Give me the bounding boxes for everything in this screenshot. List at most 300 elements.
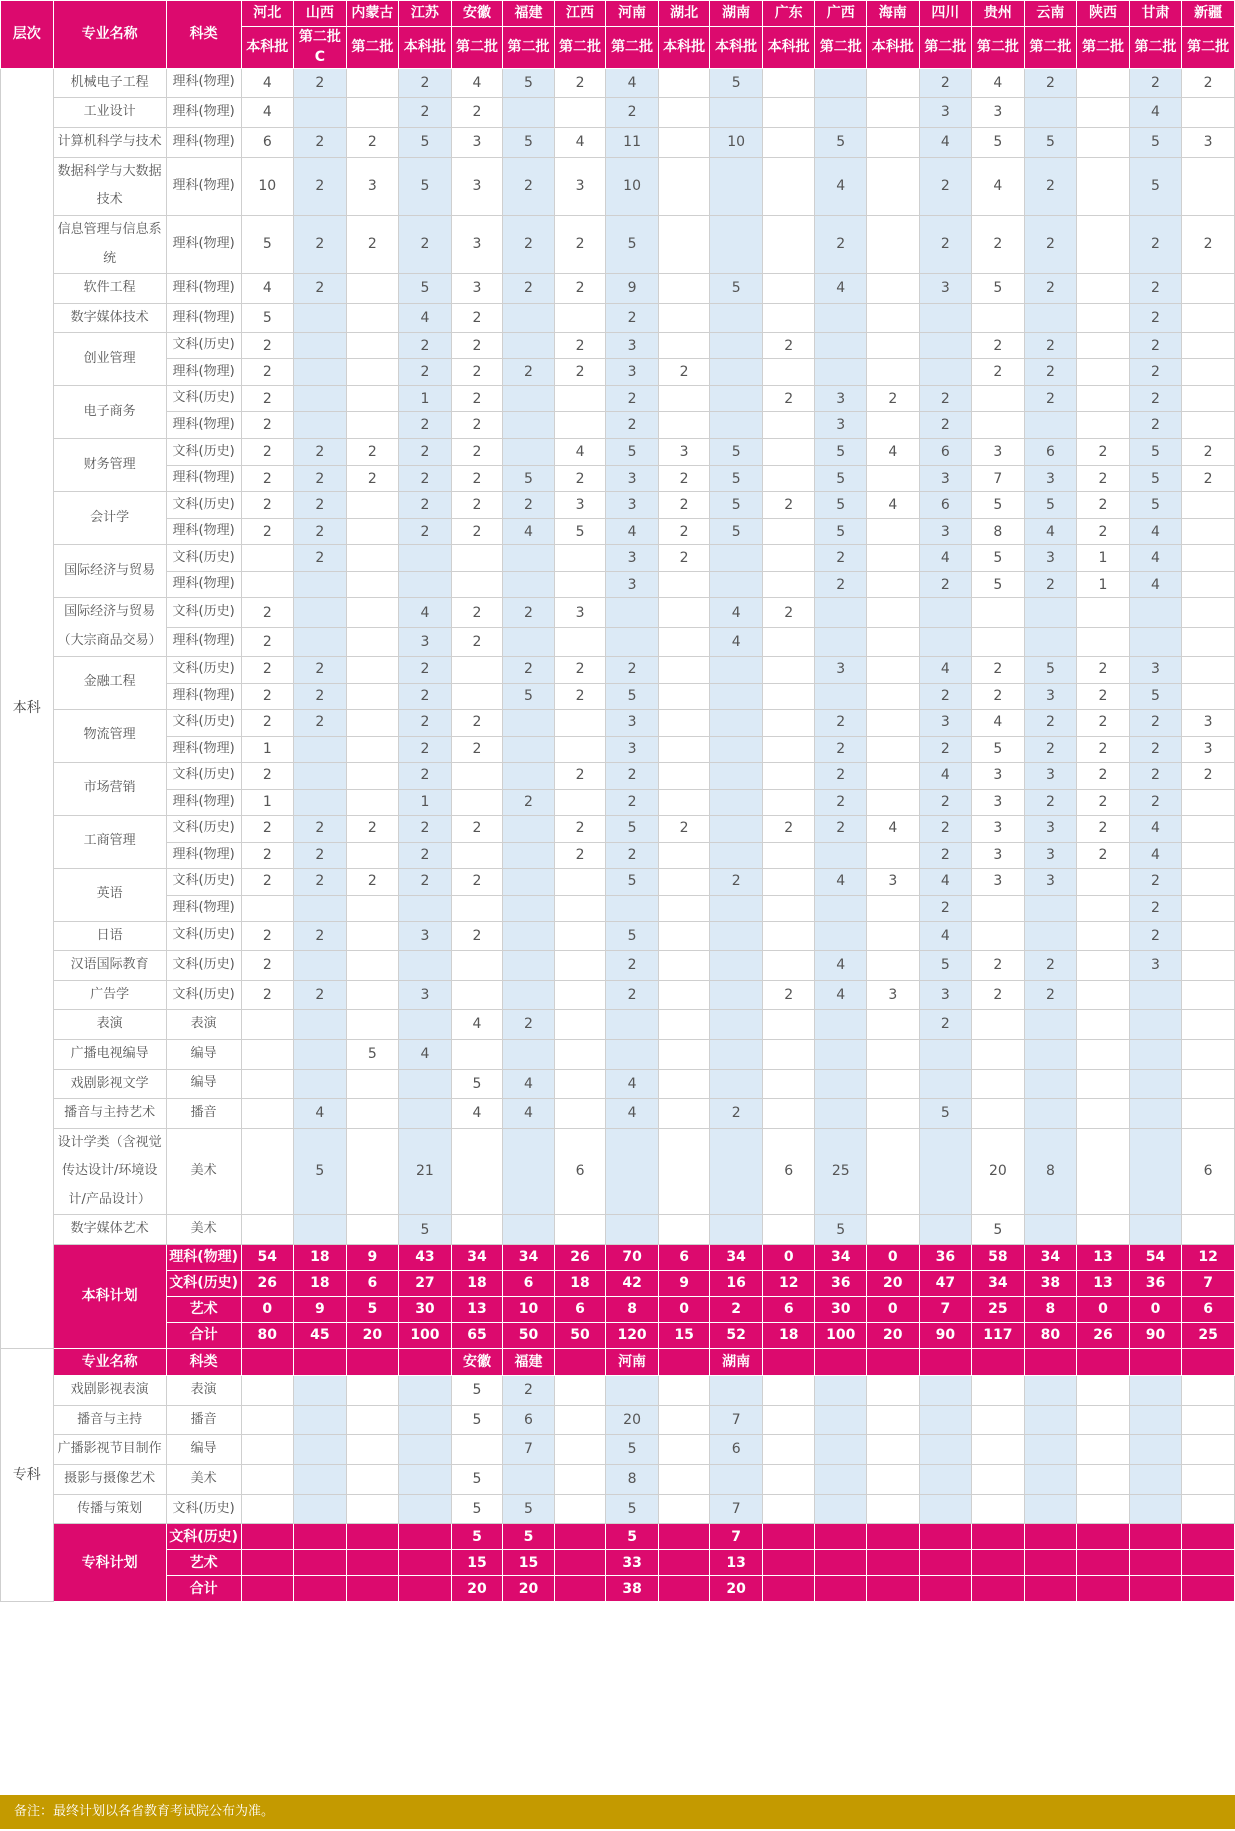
value-cell [815,1069,867,1099]
plan-value: 10 [503,1297,555,1323]
value-cell: 2 [1077,736,1130,762]
table-row [1,789,1235,815]
value-cell [294,1494,347,1524]
value-cell: 2 [294,656,347,683]
value-cell: 3 [972,868,1025,895]
value-cell: 2 [399,519,452,545]
value-cell [554,303,606,333]
value-cell: 2 [1182,215,1235,273]
value-cell: 5 [399,157,452,215]
value-cell [658,1435,710,1465]
value-cell: 2 [294,709,347,736]
value-cell: 2 [241,412,294,439]
value-cell: 2 [241,359,294,386]
value-cell: 3 [1024,842,1077,868]
value-cell [867,1215,920,1245]
value-cell [762,412,815,439]
plan-value: 9 [294,1297,347,1323]
value-cell: 2 [1129,386,1182,412]
value-cell [919,1039,972,1069]
value-cell [1182,303,1235,333]
plan-value: 54 [1129,1245,1182,1271]
plan-value: 9 [658,1271,710,1297]
plan-value: 20 [867,1271,920,1297]
value-cell: 5 [972,492,1025,519]
value-cell [346,274,399,304]
value-cell [919,333,972,359]
value-cell [1024,1435,1077,1465]
value-cell [1129,1215,1182,1245]
table-row [1,68,1235,98]
value-cell [867,1435,920,1465]
value-cell [658,215,710,273]
value-cell [451,789,503,815]
value-cell [710,895,763,921]
value-cell [451,842,503,868]
junior-province-header [399,1349,452,1376]
value-cell [762,98,815,128]
value-cell [867,274,920,304]
batch-header: 第二批 [346,27,399,69]
major-name: 表演 [53,1010,166,1040]
junior-province-header [294,1349,347,1376]
value-cell [503,980,555,1010]
value-cell: 6 [919,492,972,519]
value-cell [867,1069,920,1099]
province-header: 新疆 [1182,1,1235,27]
value-cell: 3 [451,157,503,215]
value-cell [919,1128,972,1215]
junior-plan-value [919,1524,972,1550]
value-cell: 5 [815,1215,867,1245]
table-row [1,1245,1235,1271]
value-cell [241,1069,294,1099]
value-cell [1182,1464,1235,1494]
value-cell: 2 [554,274,606,304]
value-cell [241,1464,294,1494]
value-cell [1129,1069,1182,1099]
province-header: 广东 [762,1,815,27]
value-cell [1077,157,1130,215]
value-cell: 4 [710,598,763,628]
value-cell: 2 [1129,412,1182,439]
value-cell: 2 [399,333,452,359]
province-header: 四川 [919,1,972,27]
plan-value: 6 [658,1245,710,1271]
value-cell [710,789,763,815]
value-cell: 2 [919,736,972,762]
value-cell [399,1069,452,1099]
value-cell [1077,274,1130,304]
value-cell: 5 [1129,466,1182,492]
value-cell: 2 [241,921,294,951]
value-cell [710,1069,763,1099]
value-cell [658,627,710,656]
value-cell [346,842,399,868]
value-cell: 2 [919,157,972,215]
value-cell [867,127,920,157]
value-cell: 2 [1024,359,1077,386]
value-cell [762,683,815,709]
value-cell: 2 [762,815,815,842]
junior-province-header: 河南 [606,1349,659,1376]
value-cell: 2 [1024,789,1077,815]
value-cell [346,519,399,545]
value-cell: 3 [606,359,659,386]
category-cell: 文科(历史) [166,980,241,1010]
value-cell [399,1405,452,1435]
value-cell [1129,627,1182,656]
table-row [1,127,1235,157]
junior-plan-value [1077,1550,1130,1576]
value-cell: 2 [503,359,555,386]
value-cell [1077,1494,1130,1524]
value-cell [867,895,920,921]
value-cell: 3 [451,274,503,304]
value-cell [972,412,1025,439]
province-header: 云南 [1024,1,1077,27]
value-cell [710,303,763,333]
value-cell [762,951,815,981]
junior-plan-value: 20 [710,1576,763,1602]
value-cell: 4 [399,1039,452,1069]
value-cell: 2 [919,842,972,868]
value-cell: 5 [606,868,659,895]
value-cell [294,895,347,921]
value-cell [815,895,867,921]
province-header: 陕西 [1077,1,1130,27]
value-cell [294,1069,347,1099]
value-cell [762,921,815,951]
province-header: 湖北 [658,1,710,27]
value-cell: 3 [972,762,1025,789]
value-cell [919,1215,972,1245]
value-cell [451,683,503,709]
province-header: 贵州 [972,1,1025,27]
value-cell: 2 [399,815,452,842]
value-cell: 5 [972,274,1025,304]
value-cell: 3 [815,412,867,439]
plan-value: 7 [1182,1271,1235,1297]
value-cell [658,572,710,598]
batch-header: 第二批 [1182,27,1235,69]
value-cell [1077,627,1130,656]
value-cell [1129,980,1182,1010]
value-cell: 2 [451,815,503,842]
level-header: 层次 [1,1,54,69]
value-cell [1129,598,1182,628]
value-cell [658,1464,710,1494]
major-name: 软件工程 [53,274,166,304]
batch-header: 第二批 [815,27,867,69]
value-cell: 2 [606,842,659,868]
table-row [1,627,1235,656]
value-cell [762,1215,815,1245]
value-cell: 3 [606,736,659,762]
junior-plan-value [399,1576,452,1602]
value-cell: 5 [1129,683,1182,709]
junior-plan-value [919,1550,972,1576]
table-row [1,815,1235,842]
value-cell [919,1069,972,1099]
table-row [1,157,1235,215]
junior-plan-value: 20 [503,1576,555,1602]
value-cell [658,303,710,333]
category-cell: 文科(历史) [166,386,241,412]
value-cell [399,1099,452,1129]
value-cell: 2 [606,412,659,439]
value-cell [867,157,920,215]
value-cell [606,1010,659,1040]
value-cell: 10 [710,127,763,157]
value-cell: 3 [919,519,972,545]
value-cell [346,1099,399,1129]
value-cell: 2 [451,736,503,762]
value-cell: 2 [1024,215,1077,273]
value-cell: 5 [241,303,294,333]
value-cell [762,466,815,492]
junior-plan-value [346,1524,399,1550]
value-cell [815,921,867,951]
province-header: 甘肃 [1129,1,1182,27]
value-cell: 3 [399,627,452,656]
value-cell: 2 [241,980,294,1010]
value-cell: 2 [658,466,710,492]
plan-value: 34 [972,1271,1025,1297]
value-cell: 4 [972,68,1025,98]
value-cell [1077,386,1130,412]
junior-plan-value [972,1576,1025,1602]
value-cell [972,1010,1025,1040]
plan-value: 6 [503,1271,555,1297]
table-row [1,895,1235,921]
value-cell: 2 [1129,868,1182,895]
major-name: 金融工程 [53,656,166,709]
category-cell: 文科(历史) [166,815,241,842]
value-cell [294,1405,347,1435]
value-cell: 6 [554,1128,606,1215]
value-cell [294,98,347,128]
value-cell: 2 [451,303,503,333]
value-cell: 5 [503,1494,555,1524]
table-row [1,683,1235,709]
value-cell: 5 [1024,656,1077,683]
value-cell: 4 [1129,545,1182,572]
value-cell [554,951,606,981]
value-cell: 1 [1077,572,1130,598]
value-cell [762,274,815,304]
category-cell: 理科(物理) [166,572,241,598]
value-cell [346,303,399,333]
value-cell [1024,921,1077,951]
plan-value: 0 [1129,1297,1182,1323]
major-name: 财务管理 [53,439,166,492]
plan-value: 100 [815,1323,867,1349]
value-cell: 2 [606,303,659,333]
value-cell: 5 [1129,492,1182,519]
province-header: 江苏 [399,1,452,27]
junior-plan-value [1182,1576,1235,1602]
value-cell: 1 [399,386,452,412]
value-cell [710,815,763,842]
value-cell: 2 [1129,359,1182,386]
value-cell [294,386,347,412]
junior-province-header [1129,1349,1182,1376]
value-cell [606,895,659,921]
table-row [1,951,1235,981]
value-cell: 4 [503,1099,555,1129]
value-cell: 2 [658,815,710,842]
value-cell [762,1069,815,1099]
plan-value: 8 [606,1297,659,1323]
category-cell: 理科(物理) [166,215,241,273]
major-name: 国际经济与贸易 [53,545,166,598]
value-cell: 4 [606,68,659,98]
major-name: 会计学 [53,492,166,545]
value-cell [294,1010,347,1040]
plan-value: 50 [554,1323,606,1349]
value-cell: 2 [241,598,294,628]
value-cell: 2 [606,656,659,683]
level-undergrad: 本科 [1,68,54,1348]
value-cell [815,1010,867,1040]
major-name: 戏剧影视文学 [53,1069,166,1099]
value-cell: 2 [294,68,347,98]
value-cell: 2 [294,215,347,273]
value-cell [815,303,867,333]
plan-value: 0 [1077,1297,1130,1323]
value-cell: 2 [451,627,503,656]
plan-value: 13 [451,1297,503,1323]
value-cell: 3 [1129,951,1182,981]
junior-plan-value [294,1576,347,1602]
value-cell: 2 [1077,815,1130,842]
value-cell [762,736,815,762]
major-name: 市场营销 [53,762,166,815]
value-cell [1129,1039,1182,1069]
value-cell: 2 [554,215,606,273]
value-cell [346,386,399,412]
value-cell: 2 [241,333,294,359]
value-cell [1077,303,1130,333]
plan-value: 90 [919,1323,972,1349]
value-cell [972,1099,1025,1129]
value-cell: 1 [241,736,294,762]
major-name: 日语 [53,921,166,951]
province-header: 河南 [606,1,659,27]
value-cell: 2 [503,274,555,304]
value-cell [658,980,710,1010]
value-cell [1182,386,1235,412]
value-cell [1182,683,1235,709]
value-cell: 4 [1129,519,1182,545]
value-cell: 2 [815,545,867,572]
value-cell: 5 [815,519,867,545]
table-row [1,1494,1235,1524]
value-cell: 4 [241,98,294,128]
value-cell [399,895,452,921]
batch-header: 第二批 [554,27,606,69]
value-cell [1077,980,1130,1010]
value-cell [346,627,399,656]
major-name: 数字媒体技术 [53,303,166,333]
value-cell: 2 [762,492,815,519]
value-cell [710,1215,763,1245]
junior-plan-value [399,1550,452,1576]
value-cell: 3 [606,572,659,598]
value-cell [867,789,920,815]
value-cell [1182,868,1235,895]
value-cell [399,1376,452,1406]
value-cell [867,1376,920,1406]
value-cell: 3 [972,842,1025,868]
value-cell: 2 [241,842,294,868]
value-cell [241,1494,294,1524]
value-cell [451,1215,503,1245]
value-cell [1129,1099,1182,1129]
value-cell [1182,842,1235,868]
value-cell [554,1099,606,1129]
value-cell [1182,412,1235,439]
table-row [1,303,1235,333]
value-cell: 5 [972,127,1025,157]
value-cell: 3 [1024,683,1077,709]
value-cell [815,1039,867,1069]
value-cell: 4 [919,656,972,683]
plan-category: 合计 [166,1323,241,1349]
value-cell [1129,1128,1182,1215]
value-cell: 5 [451,1069,503,1099]
value-cell [710,921,763,951]
value-cell [554,895,606,921]
value-cell [919,359,972,386]
category-cell: 文科(历史) [166,439,241,466]
value-cell [815,1494,867,1524]
value-cell [710,98,763,128]
plan-value: 25 [972,1297,1025,1323]
plan-value: 26 [554,1245,606,1271]
value-cell [451,980,503,1010]
table-row [1,868,1235,895]
value-cell: 2 [503,656,555,683]
value-cell: 4 [867,815,920,842]
value-cell [919,627,972,656]
value-cell: 3 [606,466,659,492]
value-cell: 4 [451,1099,503,1129]
province-header: 海南 [867,1,920,27]
category-cell: 编导 [166,1069,241,1099]
batch-header: 第二批C [294,27,347,69]
value-cell: 5 [503,68,555,98]
value-cell [815,1376,867,1406]
value-cell: 3 [867,980,920,1010]
value-cell: 2 [606,980,659,1010]
value-cell [241,1215,294,1245]
value-cell: 9 [606,274,659,304]
value-cell: 2 [554,333,606,359]
value-cell [1024,627,1077,656]
value-cell: 2 [1129,762,1182,789]
value-cell: 2 [1024,157,1077,215]
category-cell: 理科(物理) [166,736,241,762]
junior-plan-value [815,1576,867,1602]
major-name: 汉语国际教育 [53,951,166,981]
value-cell [1182,815,1235,842]
value-cell [867,762,920,789]
value-cell [658,656,710,683]
plan-value: 18 [554,1271,606,1297]
value-cell: 2 [658,492,710,519]
